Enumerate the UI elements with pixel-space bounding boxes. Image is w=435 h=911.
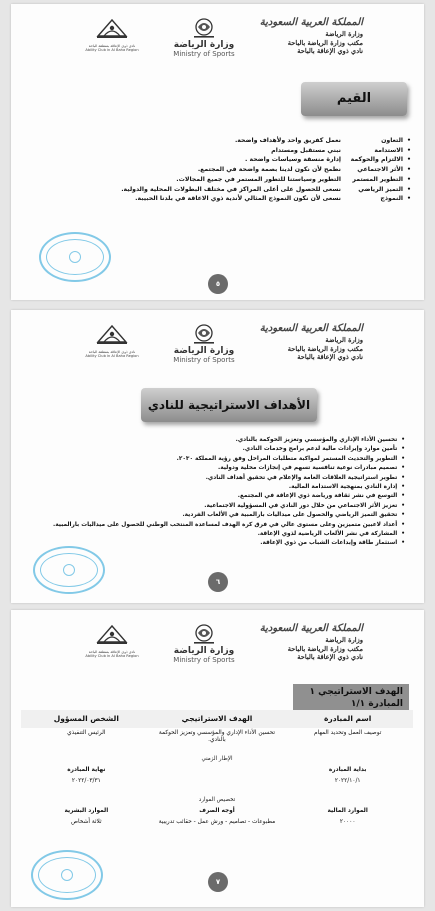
club-logo-ar: نادي ذوي الإعاقة بمنطقة الباحة: [88, 44, 136, 48]
document-page-initiative: [11, 610, 424, 907]
human-resources-label: الموارد البشرية: [64, 807, 109, 814]
expenditure-value: مطبوعات - تصاميم - ورش عمل - حقائب تدريبية: [158, 819, 276, 825]
ministry-logo-en: Ministry of Sports: [173, 356, 235, 364]
section-title-values: القيم: [301, 82, 407, 116]
value-label: • التميز الرياضي: [341, 185, 411, 195]
club-line: نادي ذوي الإعاقة بالباحة: [297, 653, 363, 661]
club-stamp: [31, 850, 103, 900]
page-number: ٥: [208, 274, 228, 294]
ministry-logo-en: Ministry of Sports: [173, 656, 235, 664]
value-description: نطمح لأن نكون لدينا بصمة واضحة في المجتمع.: [197, 166, 341, 174]
goals-list: [33, 436, 405, 549]
list-item: [135, 194, 411, 204]
ministry-logo: [163, 622, 245, 664]
list-item: [149, 146, 411, 156]
value-label: • الالتزام والحوكمة: [341, 155, 411, 165]
section-time-frame: الإطار الزمني: [201, 755, 233, 762]
club-logo: [71, 16, 153, 52]
list-item: [149, 155, 411, 165]
table-row: [21, 817, 413, 829]
ministry-logo-ar: وزارة الرياضة: [173, 646, 235, 656]
strategic-goal-title: الهدف الاستراتيجي ١: [309, 687, 403, 697]
list-item: • المشاركة في نشر الألعاب الرياضية لذوي الإعاقة.: [33, 530, 405, 539]
list-item: • تحسين الأداء الإداري والمؤسسي وتعزيز الحوكمة بالنادي.: [33, 436, 405, 445]
value-description: إدارة منسقة وسياسات واضحة .: [244, 156, 341, 164]
list-item: [149, 165, 411, 175]
empty-cell: [152, 776, 283, 788]
letterhead-text: [243, 322, 363, 362]
empty-cell: [152, 765, 283, 777]
list-item: [121, 185, 411, 195]
value-label: • التعاون: [341, 136, 411, 146]
initiative-number: المبادرة ١/١: [350, 699, 403, 709]
ministry-logo-ar: وزارة الرياضة: [173, 346, 235, 356]
club-logo-en: Ability Club in Al Baha Region: [85, 354, 139, 359]
office-line: مكتب وزارة الرياضة بالباحة: [287, 644, 363, 653]
ministry-logo: [163, 322, 245, 364]
document-page-goals: [11, 310, 424, 603]
financial-resources-value: ٢٠٠٠٠: [339, 819, 356, 825]
club-logo-ar: نادي ذوي الإعاقة بمنطقة الباحة: [88, 650, 136, 654]
ministry-emblem-icon: [189, 622, 219, 646]
list-item: • تعزيز الأثر الاجتماعي من خلال دور النادي في المسؤولية الاجتماعية.: [33, 502, 405, 511]
letterhead: [71, 622, 363, 672]
value-description: نبني مستقبل ومستدام: [271, 146, 341, 154]
ministry-logo-ar: وزارة الرياضة: [173, 40, 235, 50]
list-item: • إدارة النادي بمنهجية الاستدامة المالية.: [33, 483, 405, 492]
list-item: • التطوير والتحديث المستمر لمواكبة متطلبات المراحل وفق رؤية المملكة ٢٠٣٠.: [33, 455, 405, 464]
initiative-name-cell: توصيف العمل وتحديد المهام: [313, 729, 382, 736]
value-description: نسعى للحصول على أعلى المراكز في مختلف البطولات المحلية والدولية.: [121, 185, 341, 193]
kingdom-title: المملكة العربية السعودية: [259, 17, 363, 28]
ministry-line: وزارة الرياضة: [325, 636, 363, 644]
office-line: مكتب وزارة الرياضة بالباحة: [287, 38, 363, 47]
kingdom-title: المملكة العربية السعودية: [259, 623, 363, 634]
financial-resources-label: الموارد المالية: [327, 807, 368, 814]
value-description: التطوير وسياستنا للتطور المستمر في جميع المجالات.: [176, 175, 341, 183]
club-line: نادي ذوي الإعاقة بالباحة: [297, 353, 363, 361]
document-page-values: [11, 4, 424, 300]
header-strategic-goal: الهدف الاستراتيجي: [152, 710, 283, 728]
office-line: مكتب وزارة الرياضة بالباحة: [287, 344, 363, 353]
value-label: • الاستدامة: [341, 146, 411, 156]
value-description: نسعى لأن نكون النموذج المثالي لأندية ذوي الاعاقة في بلدنا الحبيبة.: [135, 195, 341, 203]
list-item: [149, 175, 411, 185]
page-number: ٦: [208, 572, 228, 592]
strategic-goal-box: [293, 684, 409, 712]
letterhead: [71, 16, 363, 66]
ministry-line: وزارة الرياضة: [325, 336, 363, 344]
club-line: نادي ذوي الإعاقة بالباحة: [297, 47, 363, 55]
header-initiative-name: اسم المبادرة: [282, 710, 413, 728]
value-label: • النموذج: [341, 194, 411, 204]
expenditure-label: أوجه الصرف: [199, 807, 235, 814]
section-resources: تخصيص الموارد: [198, 796, 236, 803]
club-stamp: [39, 232, 111, 282]
letterhead: [71, 322, 363, 372]
club-logo-en: Ability Club in Al Baha Region: [85, 654, 139, 659]
club-logo-en: Ability Club in Al Baha Region: [85, 48, 139, 53]
start-date-label: بداية المبادرة: [328, 766, 367, 773]
ministry-logo-en: Ministry of Sports: [173, 50, 235, 58]
list-item: • تأمين موارد وإيرادات مالية لدعم برامج وخدمات النادي.: [33, 445, 405, 454]
list-item: • أعداد لاعبين متميزين وعلى مستوى عالي في فرق كرة الهدف لمساعدة المنتخب الوطني للحصول على ميداليات بارالمبية.: [33, 521, 405, 530]
human-resources-value: ثلاثة أشخاص: [71, 819, 102, 825]
section-title-goals: الأهداف الاستراتيجية للنادي: [141, 388, 317, 422]
responsible-person-cell: الرئيس التنفيذي: [67, 729, 106, 736]
club-emblem-icon: [95, 16, 129, 40]
club-emblem-icon: [95, 322, 129, 346]
ministry-emblem-icon: [189, 16, 219, 40]
initiative-table: [21, 710, 413, 829]
values-list: [121, 136, 411, 204]
table-row: [21, 806, 413, 818]
list-item: • تحقيق التميز الرياضي والحصول على ميداليات بارالمبية في الألعاب الفردية.: [33, 511, 405, 520]
list-item: • التوسع في نشر ثقافة ورياضة ذوي الإعاقة في المجتمع.: [33, 492, 405, 501]
club-logo: [71, 622, 153, 658]
value-description: نعمل كفريق واحد ولأهداف واضحة.: [234, 137, 341, 144]
header-responsible-person: الشخص المسؤول: [21, 710, 152, 728]
page-number: ٧: [208, 872, 228, 892]
table-row: [21, 728, 413, 747]
list-item: • استثمار طاقة وإبداعات الشباب من ذوي الإعاقة.: [33, 539, 405, 548]
club-logo-ar: نادي ذوي الإعاقة بمنطقة الباحة: [88, 350, 136, 354]
ministry-emblem-icon: [189, 322, 219, 346]
club-emblem-icon: [95, 622, 129, 646]
club-stamp: [33, 546, 105, 594]
ministry-logo: [163, 16, 245, 58]
table-row: [21, 776, 413, 788]
start-date-value: ٢٠٢٢/١٠/١: [334, 778, 361, 784]
list-item: • تصميم مبادرات نوعية تنافسية تسهم في إنجازات محلية ودولية.: [33, 464, 405, 473]
table-header-row: [21, 710, 413, 728]
list-item: [149, 136, 411, 146]
ministry-line: وزارة الرياضة: [325, 30, 363, 38]
end-date-value: ٢٠٢٢/٠٣/٣١: [71, 778, 101, 784]
letterhead-text: [243, 622, 363, 662]
letterhead-text: [243, 16, 363, 56]
table-row: [21, 765, 413, 777]
kingdom-title: المملكة العربية السعودية: [259, 323, 363, 334]
list-item: • تطوير استراتيجية العلاقات العامة والإعلام في تحقيق أهداف النادي.: [33, 474, 405, 483]
value-label: • الأثر الاجتماعي: [341, 165, 411, 175]
value-label: • التطوير المستمر: [341, 175, 411, 185]
club-logo: [71, 322, 153, 358]
end-date-label: نهاية المبادرة: [67, 766, 106, 773]
strategic-goal-cell: تحسين الأداء الإداري والمؤسسي وتعزيز الحوكمة بالنادي.: [158, 729, 276, 743]
